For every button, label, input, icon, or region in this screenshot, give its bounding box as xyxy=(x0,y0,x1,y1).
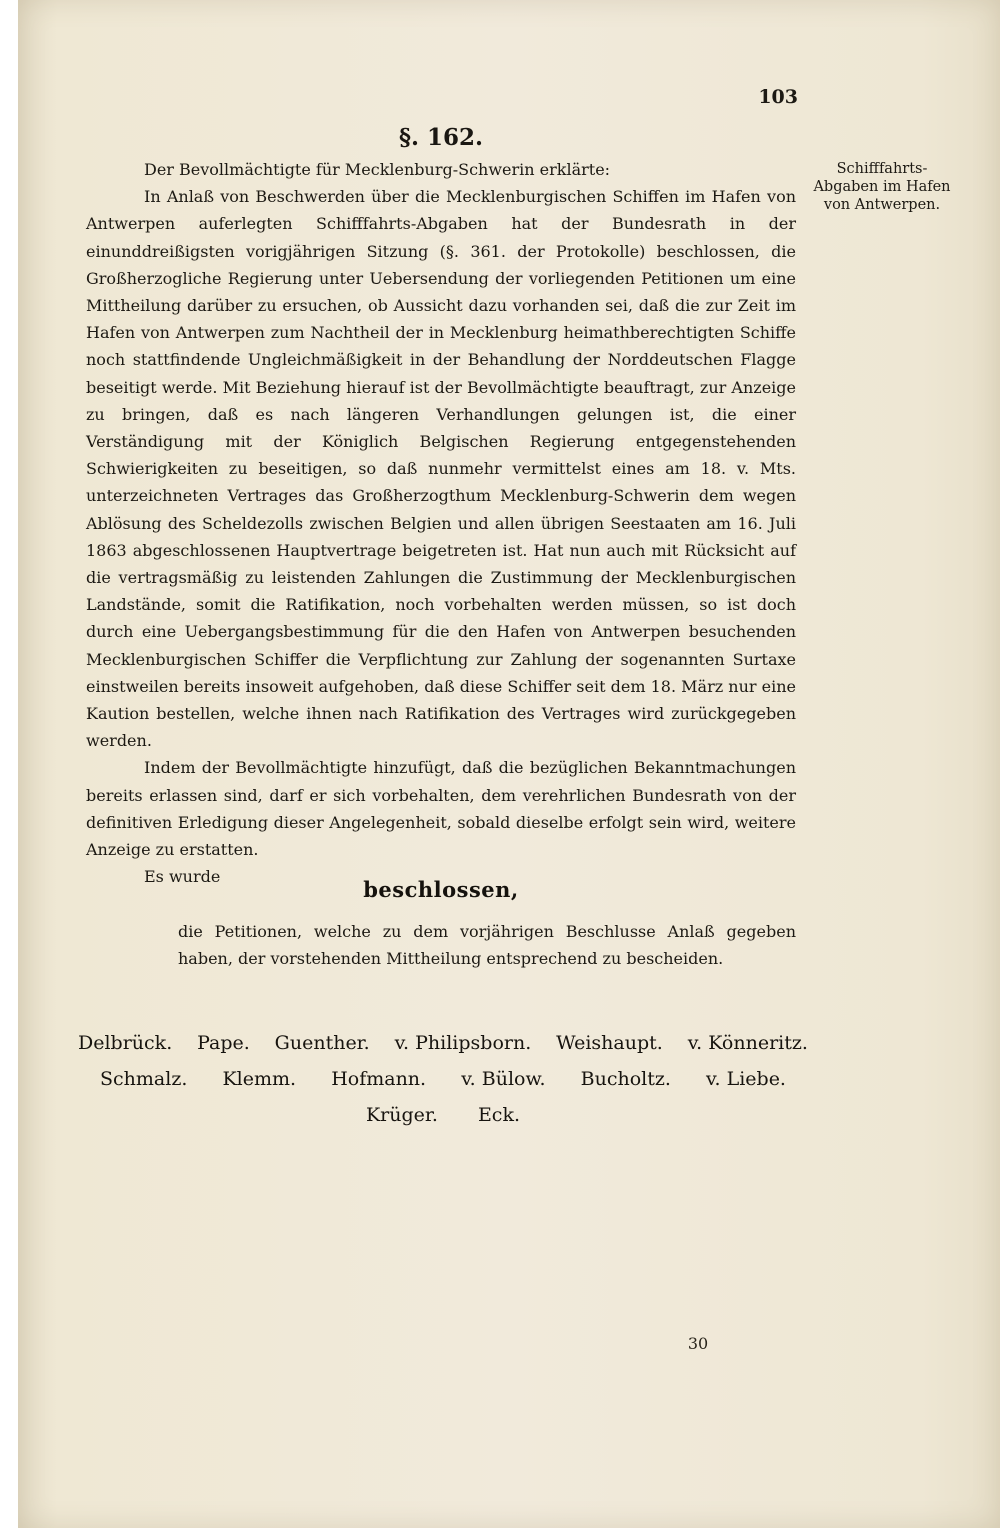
sheet-signature-number: 30 xyxy=(687,1334,709,1353)
signature-row xyxy=(78,1097,808,1133)
resolution-heading: beschlossen, xyxy=(363,877,519,902)
signature: Klemm. xyxy=(222,1068,297,1090)
paragraph-main: In Anlaß von Beschwerden über die Mecklenburgischen Schiffen im Hafen von Antwerpen auferlegten Schifffahrts-Abgaben hat der Bundesrath in der einunddreißigsten vorigjährigen Sitzung (§. 361. der Protokolle) beschlossen, die Großherzogliche Regierung unter Uebersendung der vorliegenden Petitionen um eine Mittheilung darüber zu ersuchen, ob Aussicht dazu vorhanden sei, daß die zur Zeit im Hafen von Antwerpen zum Nachtheil der in Mecklenburg heimathberechtigten Schiffe noch stattfindende Ungleichmäßigkeit in der Behandlung der Norddeutschen Flagge beseitigt werde. Mit Beziehung hierauf ist der Bevollmächtigte beauftragt, zur Anzeige zu bringen, daß es nach längeren Verhandlungen gelungen ist, die einer Verständigung mit der Königlich Belgischen Regierung entgegenstehenden Schwierigkeiten zu beseitigen, so daß nunmehr vermittelst eines am 18. v. Mts. unterzeichneten Vertrages das Großherzogthum Mecklenburg-Schwerin dem wegen Ablösung des Scheldezolls zwischen Belgien und allen übrigen Seestaaten am 16. Juli 1863 abgeschlossenen Hauptvertrage beigetreten ist. Hat nun auch mit Rücksicht auf die vertragsmäßig zu leistenden Zahlungen die Zustimmung der Mecklenburgischen Landstände, somit die Ratifikation, noch vorbehalten werden müssen, so ist doch durch eine Uebergangsbestimmung für die den Hafen von Antwerpen besuchenden Mecklenburgischen Schiffer die Verpflichtung zur Zahlung der sogenannten Surtaxe einstweilen bereits insoweit aufgehoben, daß diese Schiffer seit dem 18. März nur eine Kaution bestellen, welche ihnen nach Ratifikation des Vertrages wird zurückgegeben werden. xyxy=(86,187,796,751)
signature-row xyxy=(78,1061,808,1097)
signature: Hofmann. xyxy=(331,1068,427,1090)
signatures-block xyxy=(78,1025,808,1133)
signature: v. Bülow. xyxy=(461,1068,546,1090)
signature-row xyxy=(78,1025,808,1061)
margin-note-line: Schifffahrts- xyxy=(836,161,928,177)
signature: v. Könneritz. xyxy=(687,1032,808,1054)
signature: Pape. xyxy=(197,1032,250,1054)
signature: Eck. xyxy=(477,1104,521,1126)
paper-sheet xyxy=(18,0,1000,1528)
signature: v. Philipsborn. xyxy=(394,1032,532,1054)
signature: v. Liebe. xyxy=(706,1068,786,1090)
signature: Weishaupt. xyxy=(556,1032,663,1054)
signature: Guenther. xyxy=(274,1032,370,1054)
body-text xyxy=(86,156,796,890)
signature: Bucholtz. xyxy=(580,1068,671,1090)
margin-note-line: Abgaben im Hafen xyxy=(813,179,951,195)
section-heading: §. 162. xyxy=(398,124,484,151)
paragraph-intro: Der Bevollmächtigte für Mecklenburg-Schwerin erklärte: xyxy=(144,160,611,179)
page-number: 103 xyxy=(758,86,798,108)
signature: Krüger. xyxy=(365,1104,438,1126)
paragraph-addendum: Indem der Bevollmächtigte hinzufügt, daß die bezüglichen Bekanntmachungen bereits erlassen sind, darf er sich vorbehalten, dem verehrlichen Bundesrath von der definitiven Erledigung dieser Angelegenheit, sobald dieselbe erfolgt sein wird, weitere Anzeige zu erstatten. xyxy=(86,758,796,860)
signature: Delbrück. xyxy=(78,1032,173,1054)
resolution-text: die Petitionen, welche zu dem vorjährigen Beschlusse Anlaß gegeben haben, der vorstehenden Mittheilung entsprechend zu bescheiden. xyxy=(178,922,796,969)
margin-note-line: von Antwerpen. xyxy=(823,197,941,213)
margin-note xyxy=(808,160,956,214)
paragraph-resolution-lead: Es wurde xyxy=(144,867,221,887)
signature: Schmalz. xyxy=(100,1068,188,1090)
